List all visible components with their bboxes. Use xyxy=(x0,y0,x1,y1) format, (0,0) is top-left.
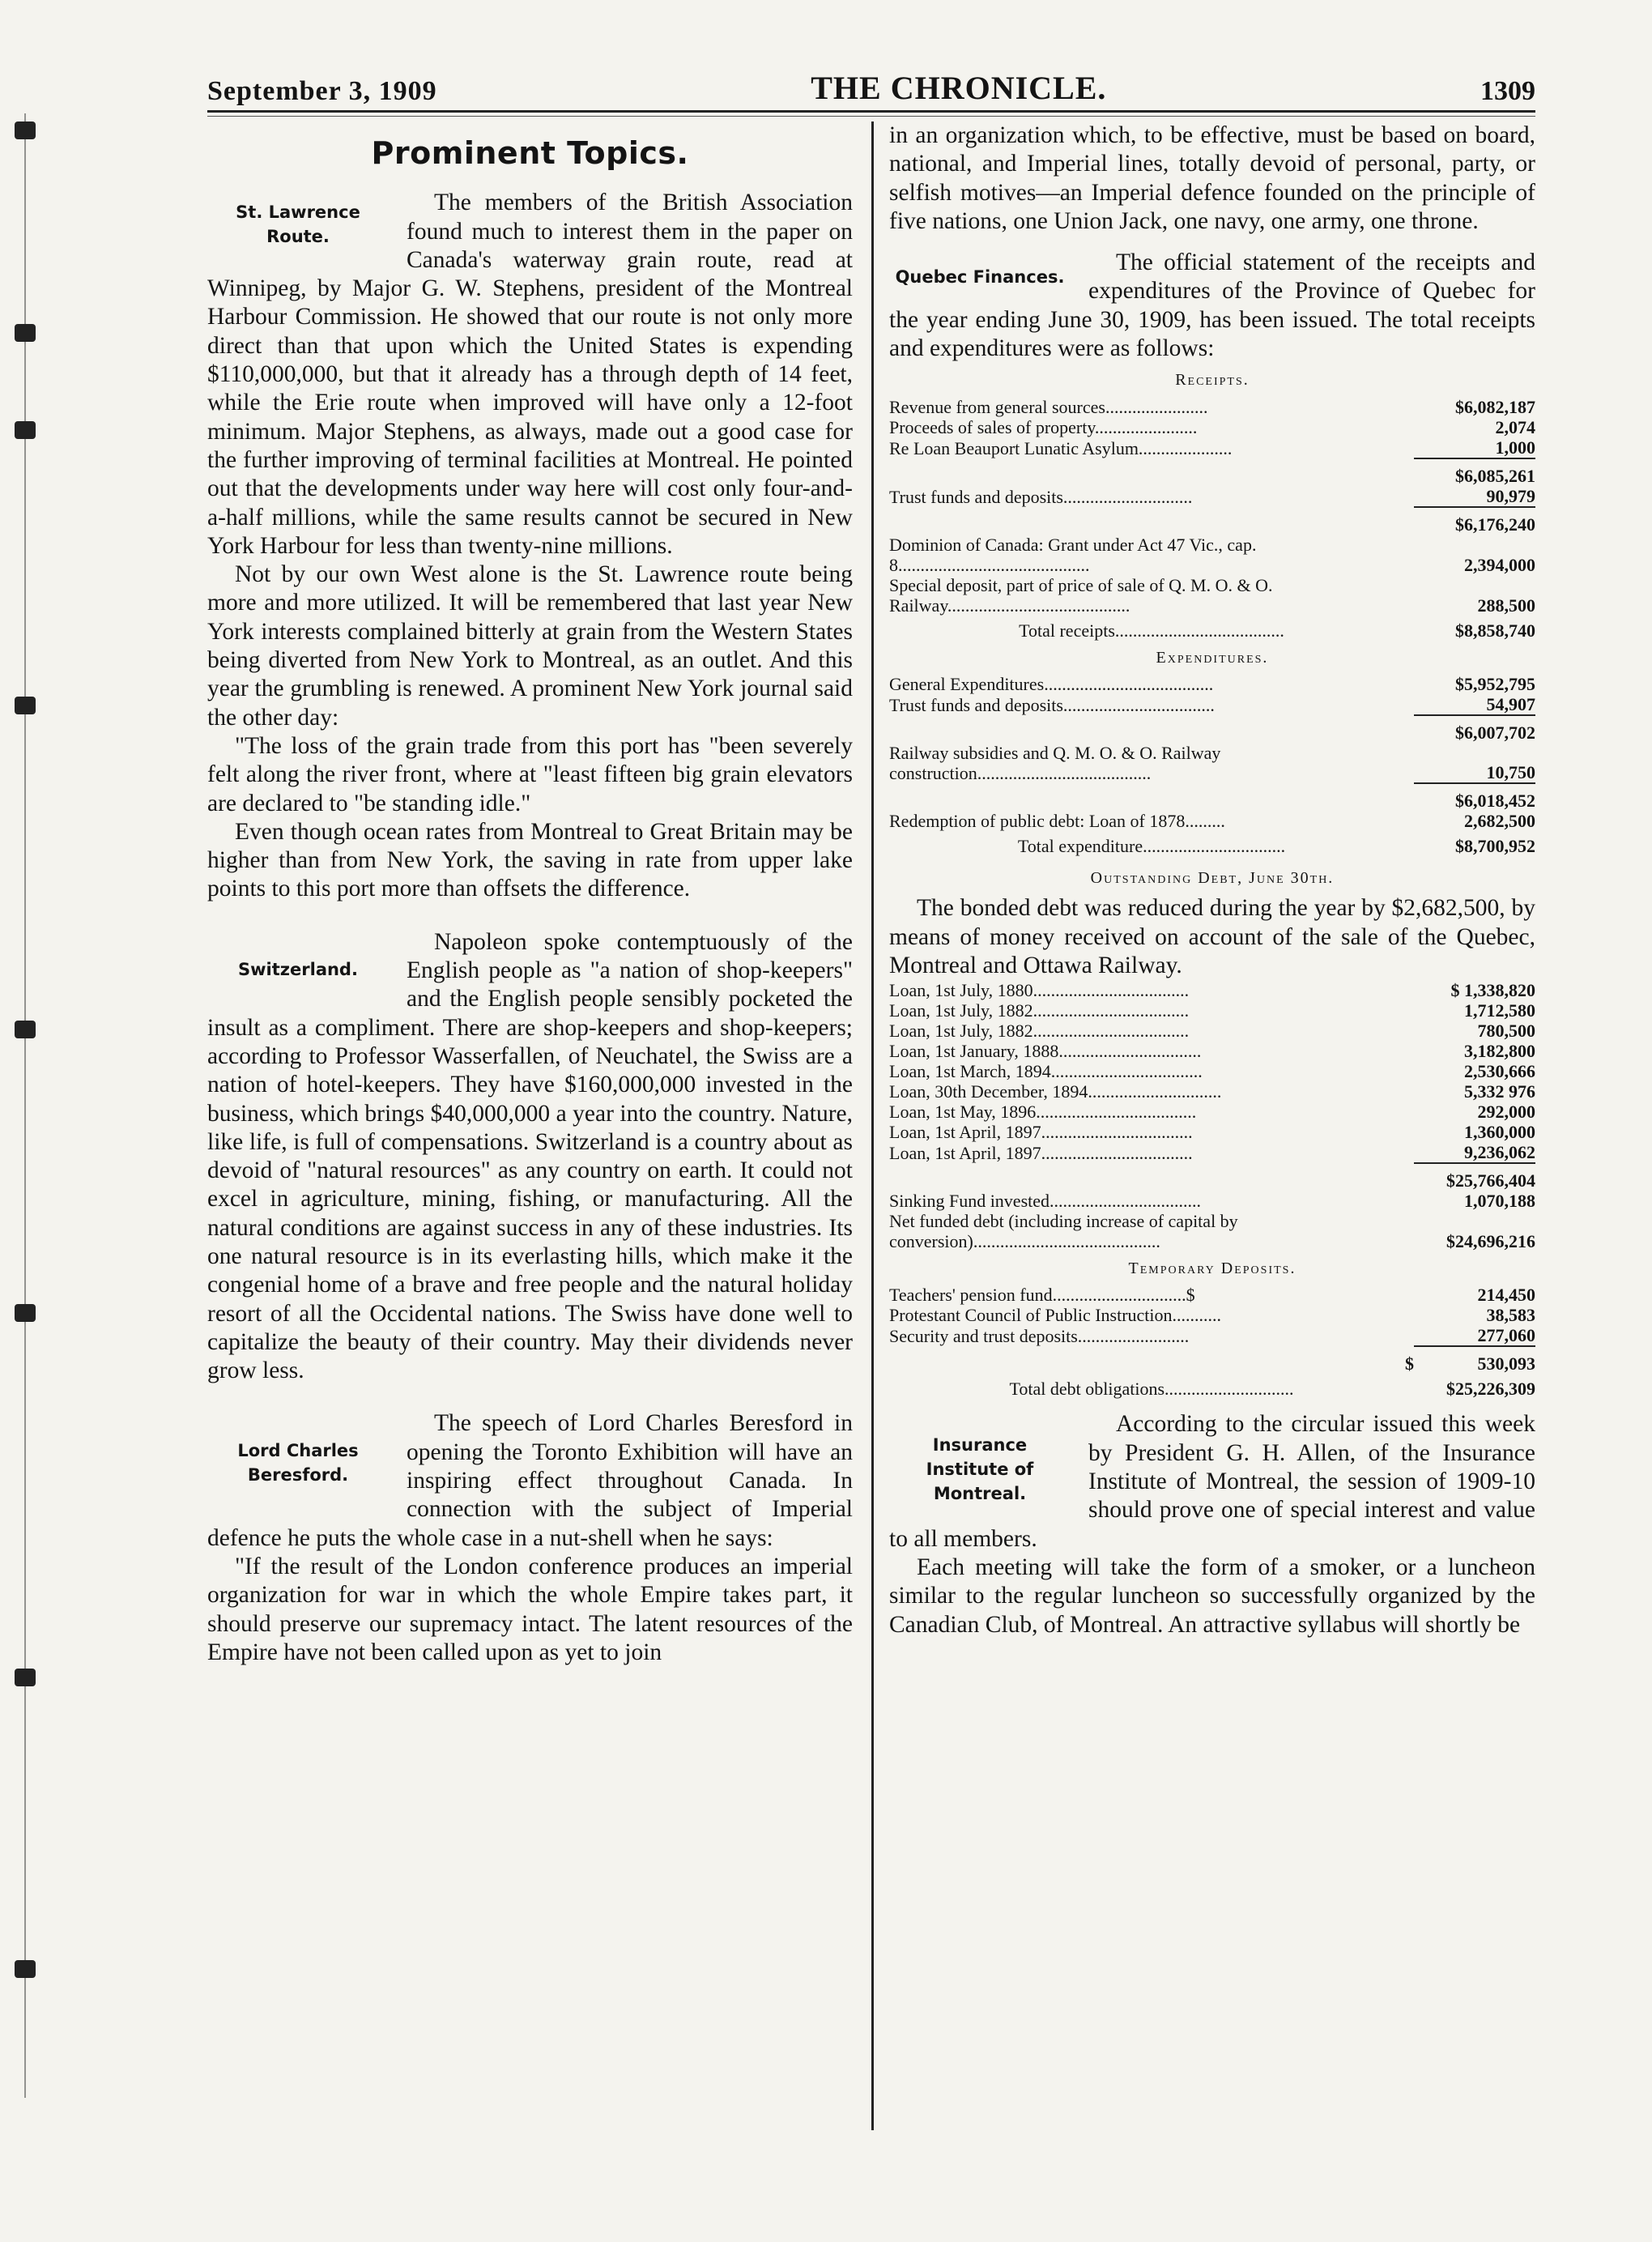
table-cell-amount: $8,700,952 xyxy=(1455,835,1535,856)
sidehead-switzerland: Switzerland. xyxy=(238,959,358,979)
table-cell-label: Total receipts...................................... xyxy=(1019,620,1284,641)
table-cell-label: Loan, 30th December, 1894.............................. xyxy=(889,1081,1222,1102)
table-row xyxy=(889,1081,1535,1102)
binding-mark xyxy=(15,1669,36,1686)
table-cell-label: Railway subsidies and Q. M. O. & O. Railway construction....................................... xyxy=(889,742,1221,783)
table-row xyxy=(889,1021,1535,1041)
article-paragraph: Each meeting will take the form of a smoker, or a luncheon similar to the regular luncheon so successfully organized by the Canadian Club, of Montreal. An attractive syllabus will shortly be xyxy=(889,1554,1535,1638)
table-cell-amount: 2,530,666 xyxy=(1464,1061,1535,1082)
table-row xyxy=(889,575,1535,616)
table-cell-amount: 90,979 xyxy=(1486,485,1535,506)
table-row xyxy=(889,1061,1535,1081)
right-column xyxy=(889,121,1535,1639)
table-row xyxy=(889,1163,1535,1191)
table-cell-label: Loan, 1st May, 1896.................................... xyxy=(889,1102,1197,1123)
table-cell-amount: $8,858,740 xyxy=(1455,620,1535,641)
table-row xyxy=(889,616,1535,641)
table-cell-label: $ xyxy=(1405,1353,1414,1375)
table-cell-label: Trust funds and deposits............................. xyxy=(889,486,1193,507)
table-cell-label: Proceeds of sales of property....................... xyxy=(889,416,1198,437)
header-rule-thin xyxy=(207,116,1535,117)
sidehead-insurance-institute: Insurance Institute of Montreal. xyxy=(926,1435,1034,1504)
table-cell-label: Redemption of public debt: Loan of 1878......... xyxy=(889,810,1225,831)
binding-mark xyxy=(15,697,36,714)
table-cell-amount: 3,182,800 xyxy=(1464,1041,1535,1062)
table-cell-label: Re Loan Beauport Lunatic Asylum..................... xyxy=(889,437,1233,458)
table-cell-amount: 1,360,000 xyxy=(1464,1122,1535,1143)
table-cell-amount: 54,907 xyxy=(1486,693,1535,714)
binding-mark xyxy=(15,1021,36,1038)
table-row xyxy=(889,1142,1535,1163)
loans-table xyxy=(889,980,1535,1251)
binding-mark xyxy=(15,1304,36,1322)
table-row xyxy=(889,1374,1535,1399)
column-divider xyxy=(871,121,874,2130)
table-row xyxy=(889,1285,1535,1305)
table-cell-label xyxy=(889,507,1414,535)
table-cell-amount: $6,007,702 xyxy=(1414,715,1535,743)
article-paragraph: Even though ocean rates from Montreal to Great Britain may be higher than from New York, the saving in rate from upper lake points to this port more than offsets the difference. xyxy=(207,818,853,902)
table-cell-amount: 1,712,580 xyxy=(1464,1000,1535,1021)
table-cell-label: Sinking Fund invested.................................. xyxy=(889,1191,1202,1212)
article-continuation: in an organization which, to be effective, must be based on board, national, and Imperial lines, totally devoid of personal, party, or selfish motives—an Imperial defence founded on the principle of five nations, one Union Jack, one navy, one army, one throne. xyxy=(889,122,1535,234)
expenditures-heading: Expenditures. xyxy=(1156,648,1269,667)
binding-mark xyxy=(15,421,36,439)
table-cell-amount: 292,000 xyxy=(1477,1102,1535,1123)
table-cell-amount: 214,450 xyxy=(1477,1285,1535,1306)
table-cell-amount: 5,332 976 xyxy=(1464,1081,1535,1102)
sidehead-quebec-finances: Quebec Finances. xyxy=(895,267,1065,288)
table-cell-amount: 38,583 xyxy=(1486,1305,1535,1326)
table-row xyxy=(889,743,1535,783)
table-cell-amount: $24,696,216 xyxy=(1446,1231,1535,1252)
article-paragraph: The bonded debt was reduced during the year by $2,682,500, by means of money received on account of the sale of the Quebec, Montreal and Ottawa Railway. xyxy=(889,895,1535,978)
article-paragraph: Not by our own West alone is the St. Lawrence route being more and more utilized. It will be remembered that last year New York interests complained bitterly at grain from the Western States being diverted from New York to Montreal, as an outlet. And this year the grumbling is renewed. A prominent New York journal said the other day: xyxy=(207,561,853,731)
table-row xyxy=(889,1041,1535,1061)
table-cell-label: General Expenditures...................................... xyxy=(889,673,1214,694)
article-quote: "If the result of the London conference produces an imperial organization for war in which the whole Empire takes part, it should preserve our supremacy intact. The latent resources of the Empire have not been called upon as yet to join xyxy=(207,1553,853,1665)
table-row xyxy=(889,437,1535,458)
table-cell-amount: 2,394,000 xyxy=(1464,554,1535,575)
temporary-deposits-heading: Temporary Deposits. xyxy=(1128,1260,1296,1278)
table-row xyxy=(889,831,1535,856)
table-cell-label: Revenue from general sources....................... xyxy=(889,396,1208,417)
header-publication: THE CHRONICLE. xyxy=(811,70,1107,106)
article-paragraph: Napoleon spoke contemptuously of the English people as "a nation of shop-keepers" and the English people sensibly pocketed the insult as a compliment. There are shop-keepers and shop-keepers; according to Professor Wasserfallen, of Neuchatel, the Swiss are a nation of hotel-keepers. They have $160,000,000 invested in the business, which brings $40,000,000 a year into the country. Nature, like life, is full of compensations. Switzerland is a country about as devoid of "natural resources" as any country on earth. It could not excel in agriculture, mining, fishing, or manufacturing. All the natural conditions are against success in any of these industries. Its one natural resource is in its everlasting hills, which make it the congenial home of a brave and free people and the natural holiday resort of all the Occidental nations. The Swiss have done well to capitalize the beauty of their country. May their dividends never grow less. xyxy=(207,928,853,1384)
table-row xyxy=(889,1191,1535,1211)
table-row xyxy=(889,1305,1535,1325)
table-cell-label xyxy=(889,1163,1414,1191)
table-cell-amount: 288,500 xyxy=(1477,595,1535,616)
table-cell-label: Protestant Council of Public Instruction........... xyxy=(889,1305,1222,1326)
binding-mark xyxy=(15,121,36,139)
table-cell-label xyxy=(889,715,1414,743)
table-cell-label: Total debt obligations............................. xyxy=(1009,1379,1294,1400)
expenditures-table xyxy=(889,674,1535,856)
table-row xyxy=(889,1102,1535,1122)
table-cell-amount: $ 1,338,820 xyxy=(1450,980,1535,1001)
outstanding-debt-heading: Outstanding Debt, June 30th. xyxy=(1090,868,1335,887)
table-cell-amount: $6,085,261 xyxy=(1414,458,1535,486)
table-row xyxy=(889,1325,1535,1346)
table-cell-label: Dominion of Canada: Grant under Act 47 Vic., cap. 8........................................... xyxy=(889,534,1257,575)
table-cell-amount: 1,070,188 xyxy=(1464,1191,1535,1212)
table-cell-amount: 10,750 xyxy=(1486,761,1535,782)
table-cell-amount: 2,074 xyxy=(1495,416,1535,437)
table-row xyxy=(889,715,1535,743)
table-cell-label: Total expenditure................................ xyxy=(1017,835,1286,856)
article-quote: "The loss of the grain trade from this port has "been severely felt along the river front, where at "least fifteen big grain elevators are declared to "be standing idle." xyxy=(207,732,853,816)
table-row xyxy=(889,397,1535,417)
header-date: September 3, 1909 xyxy=(207,76,437,106)
table-cell-label xyxy=(889,458,1414,486)
table-cell-amount: 9,236,062 xyxy=(1464,1142,1535,1163)
table-cell-amount: $6,018,452 xyxy=(1414,783,1535,811)
table-cell-label: Loan, 1st January, 1888................................ xyxy=(889,1041,1202,1062)
receipts-heading: Receipts. xyxy=(1175,371,1250,390)
table-cell-amount: $5,952,795 xyxy=(1455,673,1535,694)
table-cell-label: Loan, 1st April, 1897.................................. xyxy=(889,1122,1193,1143)
table-cell-amount: 1,000 xyxy=(1495,437,1535,458)
header-page-number: 1309 xyxy=(1480,76,1535,106)
table-row xyxy=(889,694,1535,715)
page-header xyxy=(207,58,1535,107)
temporary-deposits-table xyxy=(889,1285,1535,1399)
table-cell-label xyxy=(889,783,1414,811)
table-row xyxy=(889,417,1535,437)
article-paragraph: According to the circular issued this week by President G. H. Allen, of the Insurance Institute of Montreal, the session of 1909-10 should prove one of special interest and value to all members. xyxy=(889,1411,1535,1552)
table-cell-amount: 780,500 xyxy=(1477,1021,1535,1042)
table-cell-label: Loan, 1st July, 1882................................... xyxy=(889,1021,1190,1042)
table-cell-amount: 530,093 xyxy=(1414,1346,1535,1374)
binding-margin xyxy=(0,113,49,2138)
table-cell-amount: $6,176,240 xyxy=(1414,507,1535,535)
table-cell-label: Teachers' pension fund..............................$ xyxy=(889,1285,1195,1306)
article-paragraph: The official statement of the receipts and expenditures of the Province of Quebec for the year ending June 30, 1909, has been issued. The total receipts and expenditures were as follows: xyxy=(889,249,1535,362)
table-cell-amount: $25,766,404 xyxy=(1414,1163,1535,1191)
table-cell-label: Loan, 1st July, 1882................................... xyxy=(889,1000,1190,1021)
table-cell-label: Loan, 1st March, 1894.................................. xyxy=(889,1061,1203,1082)
sidehead-st-lawrence: St. Lawrence Route. xyxy=(236,202,360,247)
table-row xyxy=(889,507,1535,535)
receipts-table xyxy=(889,397,1535,641)
table-cell-label: Security and trust deposits......................... xyxy=(889,1326,1190,1347)
table-row xyxy=(889,980,1535,1000)
table-cell-amount: $25,226,309 xyxy=(1446,1379,1535,1400)
table-row xyxy=(889,811,1535,831)
table-row xyxy=(889,1211,1535,1251)
table-row xyxy=(889,674,1535,694)
table-row xyxy=(889,1000,1535,1021)
table-cell-label: Loan, 1st July, 1880................................... xyxy=(889,980,1190,1001)
table-cell-amount: $6,082,187 xyxy=(1455,396,1535,417)
section-title: Prominent Topics. xyxy=(371,135,689,171)
binding-mark xyxy=(15,1960,36,1978)
table-cell-label: Net funded debt (including increase of capital by conversion).......................................... xyxy=(889,1211,1238,1252)
table-row xyxy=(889,458,1535,486)
sidehead-beresford: Lord Charles Beresford. xyxy=(237,1441,359,1485)
table-row xyxy=(889,1346,1535,1374)
table-row xyxy=(889,486,1535,507)
binding-rule xyxy=(24,113,26,2098)
table-cell-label: Trust funds and deposits.................................. xyxy=(889,694,1215,715)
table-cell-amount: 2,682,500 xyxy=(1464,810,1535,831)
article-paragraph: The members of the British Association found much to interest them in the paper on Canada's waterway grain route, read at Winnipeg, by Major G. W. Stephens, president of the Montreal Harbour Commission. He showed that our route is not only more direct than that upon which the United States is expending $110,000,000, but that it already has a through depth of 14 feet, while the Erie route when improved will have only a 12-foot minimum. Major Stephens, as always, made out a good case for the further improving of terminal facilities at Montreal. He pointed out that the developments under way here will cost only four-and-a-half millions, while the same results cannot be secured in New York Harbour for less than twenty-nine millions. xyxy=(207,190,853,559)
table-row xyxy=(889,535,1535,575)
article-paragraph: The speech of Lord Charles Beresford in opening the Toronto Exhibition will have an inspiring effect throughout Canada. In connection with the subject of Imperial defence he puts the whole case in a nut-shell when he says: xyxy=(207,1410,853,1551)
table-row xyxy=(889,1122,1535,1142)
header-rule xyxy=(207,110,1535,113)
left-column xyxy=(207,121,853,1667)
table-row xyxy=(889,783,1535,811)
binding-mark xyxy=(15,324,36,342)
table-cell-label: Special deposit, part of price of sale of Q. M. O. & O. Railway......................................... xyxy=(889,574,1273,616)
table-cell-amount: 277,060 xyxy=(1477,1325,1535,1346)
table-cell-label: Loan, 1st April, 1897.................................. xyxy=(889,1143,1193,1164)
